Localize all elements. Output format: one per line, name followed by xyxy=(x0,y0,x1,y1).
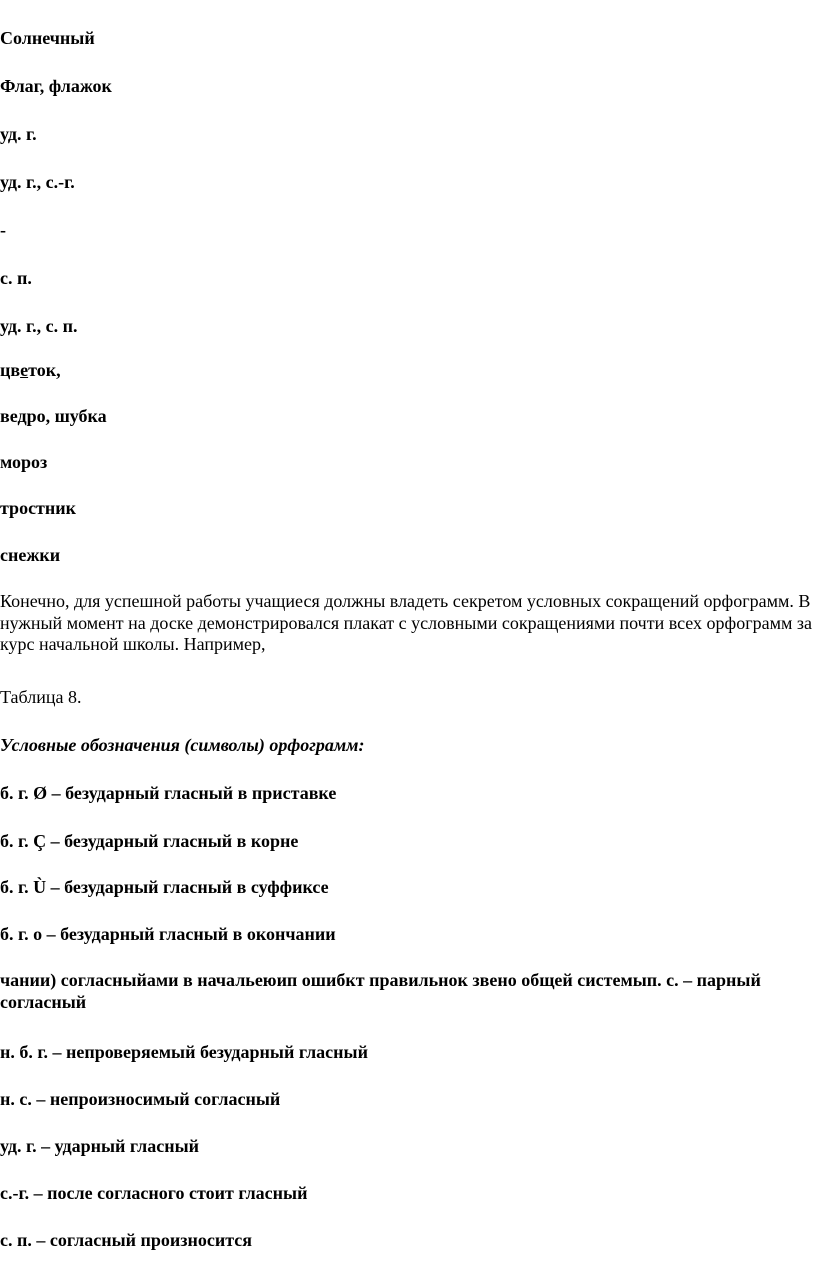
tsvetok-part-2: ток, xyxy=(28,360,61,380)
legend-item: с.-г. – после согласного стоит гласный xyxy=(0,1183,308,1203)
word-trostnik: тростник xyxy=(0,498,77,518)
word-solnechny: Солнечный xyxy=(0,28,95,48)
word-flag: Флаг, флажок xyxy=(0,76,112,96)
legend-item: н. с. – непроизносимый согласный xyxy=(0,1089,281,1109)
word-tsvetok xyxy=(0,359,816,381)
word-ud-g: уд. г. xyxy=(0,124,37,144)
word-moroz: мороз xyxy=(0,452,48,472)
word-s-p: с. п. xyxy=(0,268,32,288)
legend-item: уд. г. – ударный гласный xyxy=(0,1136,200,1156)
legend-item: б. г. Ç – безударный гласный в корне xyxy=(0,831,299,851)
legend-item: чании) согласныйами в начальеюип ошибкт правильнок звено общей системып. с. – парный согласный xyxy=(0,970,761,1012)
legend-item: н. б. г. – непроверяемый безударный гласный xyxy=(0,1042,368,1062)
word-dash: - xyxy=(0,220,6,240)
word-snezhki: снежки xyxy=(0,545,61,565)
legend-title: Условные обозначения (символы) орфограмм: xyxy=(0,735,365,755)
word-ud-g-s-g: уд. г., с.-г. xyxy=(0,172,75,192)
word-ud-g-s-p: уд. г., с. п. xyxy=(0,316,78,336)
tsvetok-part-1: цв xyxy=(0,360,21,380)
tsvetok-accent-letter: е xyxy=(20,360,29,380)
legend-item: с. п. – согласный произносится xyxy=(0,1230,252,1250)
body-paragraph: Конечно, для успешной работы учащиеся должны владеть секретом условных сокращений орфограмм. В нужный момент на доске демонстрировался плакат с условными сокращениями почти всех орфограмм за курс начальной школы. Например, xyxy=(0,591,812,654)
legend-item: б. г. Ù – безударный гласный в суффиксе xyxy=(0,877,329,897)
legend-item: б. г. Ø – безударный гласный в приставке xyxy=(0,783,337,803)
legend-item: б. г. о – безударный гласный в окончании xyxy=(0,924,336,944)
table-label: Таблица 8. xyxy=(0,687,82,707)
word-vedro-shubka: ведро, шубка xyxy=(0,406,107,426)
